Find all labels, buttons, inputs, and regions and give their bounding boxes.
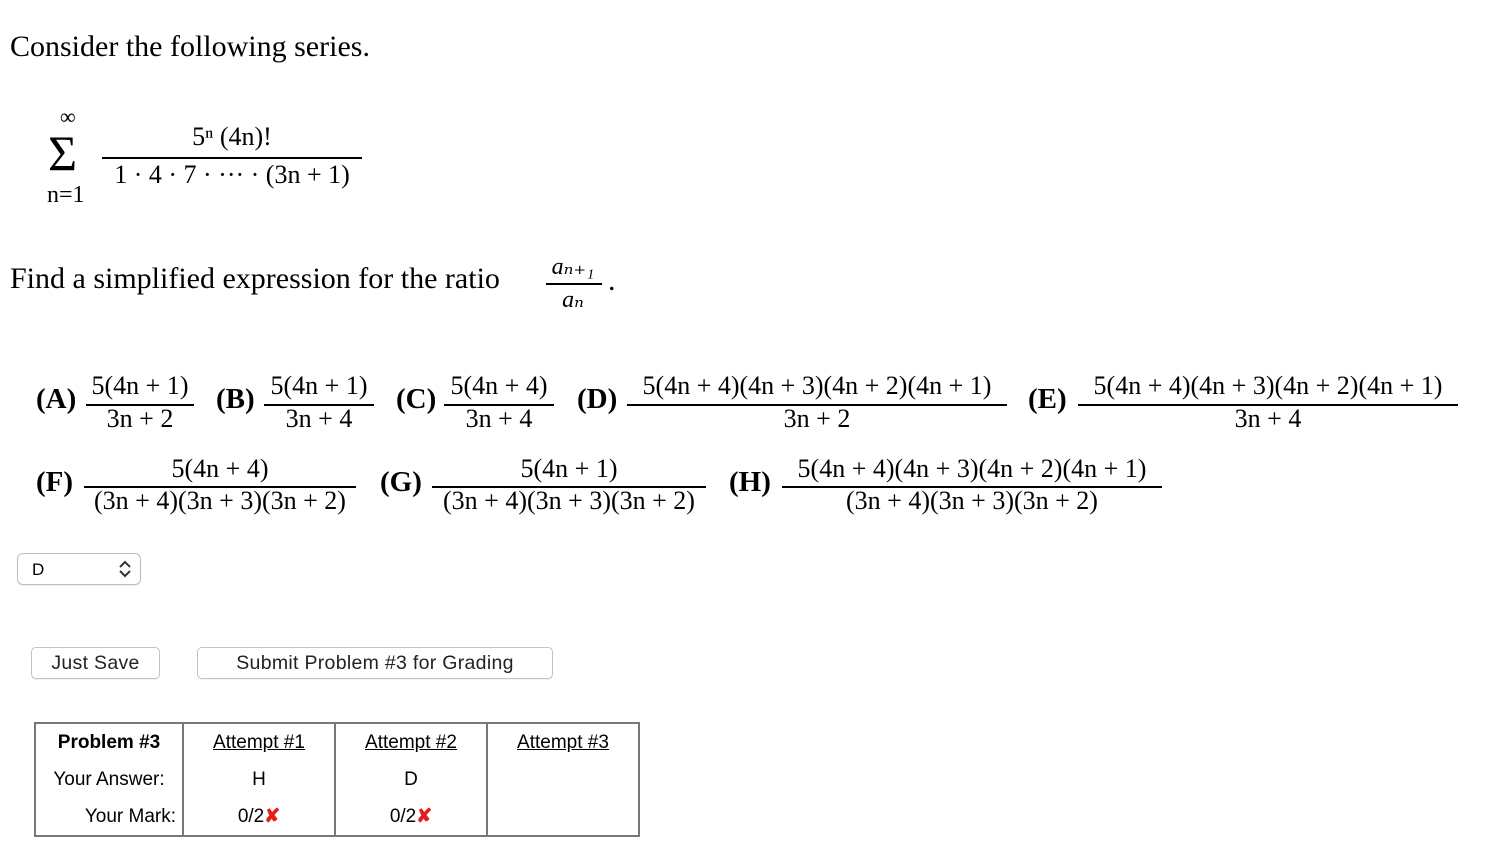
series-lower-limit: n=1: [47, 182, 85, 208]
attempt-1-answer: H: [183, 761, 335, 798]
choice-denominator: (3n + 4)(3n + 3)(3n + 2): [846, 486, 1098, 515]
choice-label: (C): [396, 383, 437, 415]
submit-problem-button[interactable]: Submit Problem #3 for Grading: [197, 647, 553, 679]
chevron-up-down-icon: [118, 558, 132, 581]
table-row: [35, 761, 639, 798]
choice-label: (A): [36, 383, 77, 415]
wrong-x-icon: ✘: [264, 806, 281, 827]
choice-denominator: 3n + 4: [465, 404, 533, 433]
table-header-row: [35, 723, 639, 761]
choice-numerator: 5(4n + 4): [171, 454, 269, 483]
choice-numerator: 5(4n + 4)(4n + 3)(4n + 2)(4n + 1): [642, 371, 992, 400]
attempt-2-link[interactable]: Attempt #2: [335, 723, 487, 761]
series-denominator: 1 · 4 · 7 · ··· · (3n + 1): [114, 160, 350, 189]
choice-label: (H): [729, 466, 771, 498]
choice-denominator: 3n + 2: [783, 404, 851, 433]
attempt-1-link[interactable]: Attempt #1: [183, 723, 335, 761]
series-upper-limit: ∞: [60, 104, 76, 129]
answer-select[interactable]: [17, 553, 141, 585]
just-save-button[interactable]: Just Save: [31, 647, 160, 679]
ratio-numerator: aₙ₊₁: [551, 254, 595, 280]
choice-label: (B): [216, 383, 255, 415]
attempt-1-mark: [183, 798, 335, 836]
ratio-prompt: Find a simplified expression for the ratio: [10, 262, 500, 295]
choice-label: (D): [577, 383, 618, 415]
answer-select-value: D: [32, 560, 45, 579]
intro-text: Consider the following series.: [10, 30, 370, 63]
ratio-denominator: aₙ: [562, 287, 584, 313]
your-mark-label: Your Mark:: [35, 798, 183, 836]
table-row: [35, 798, 639, 836]
ratio-period: .: [608, 264, 616, 297]
attempt-3-mark: [487, 798, 639, 836]
choice-label: (G): [380, 466, 422, 498]
choice-denominator: 3n + 4: [285, 404, 353, 433]
choice-denominator: (3n + 4)(3n + 3)(3n + 2): [443, 486, 695, 515]
your-answer-label: Your Answer:: [35, 761, 183, 798]
attempt-2-mark: [335, 798, 487, 836]
choice-denominator: 3n + 4: [1234, 404, 1302, 433]
choice-numerator: 5(4n + 4): [450, 371, 548, 400]
series-numerator: 5ⁿ (4n)!: [192, 122, 272, 151]
series-fraction-bar: [102, 157, 362, 159]
choice-numerator: 5(4n + 1): [520, 454, 618, 483]
mark-value: 0/2: [237, 806, 265, 827]
choice-numerator: 5(4n + 1): [91, 371, 189, 400]
wrong-x-icon: ✘: [416, 806, 433, 827]
sigma-symbol: Σ: [48, 125, 78, 181]
choice-numerator: 5(4n + 4)(4n + 3)(4n + 2)(4n + 1): [1093, 371, 1443, 400]
mark-value: 0/2: [389, 806, 417, 827]
choice-denominator: (3n + 4)(3n + 3)(3n + 2): [94, 486, 346, 515]
attempt-3-answer: [487, 761, 639, 798]
attempt-3-link[interactable]: Attempt #3: [487, 723, 639, 761]
choice-numerator: 5(4n + 1): [270, 371, 368, 400]
choice-numerator: 5(4n + 4)(4n + 3)(4n + 2)(4n + 1): [797, 454, 1147, 483]
choice-label: (F): [36, 466, 74, 498]
choice-label: (E): [1028, 383, 1067, 415]
problem-number-header: Problem #3: [35, 723, 183, 761]
choice-denominator: 3n + 2: [106, 404, 174, 433]
attempts-table: [34, 722, 640, 837]
attempt-2-answer: D: [335, 761, 487, 798]
